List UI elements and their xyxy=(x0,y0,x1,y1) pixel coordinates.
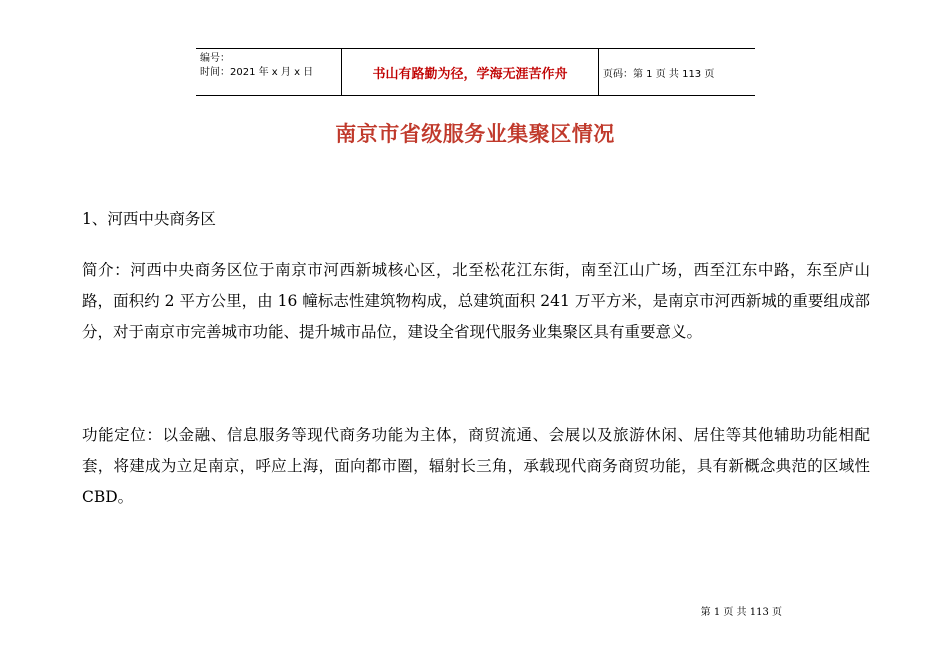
function-paragraph: 功能定位：以金融、信息服务等现代商务功能为主体，商贸流通、会展以及旅游休闲、居住等其他辅助功能相配套，将建成为立足南京，呼应上海，面向都市圈，辐射长三角，承载现代商务商贸功能，具有新概念典范的区域性 CBD。 xyxy=(82,426,870,506)
page-footer: 第 1 页 共 113 页 xyxy=(700,607,782,618)
number-label: 编号： xyxy=(200,53,230,64)
intro-paragraph: 简介：河西中央商务区位于南京市河西新城核心区，北至松花江东街，南至江山广场，西至江东中路，东至庐山路，面积约 2 平方公里，由 16 幢标志性建筑物构成，总建筑面积 241 万平方米，是南京市河西新城的重要组成部分，对于南京市完善城市功能、提升城市品位，建设全省现代服务业集聚区具有重要意义。 xyxy=(82,261,870,341)
time-label: 时间：2021 年 x 月 x 日 xyxy=(200,67,314,78)
section-heading: 1、河西中央商务区 xyxy=(82,210,216,228)
document-title: 南京市省级服务业集聚区情况 xyxy=(335,122,615,146)
header-info-cell xyxy=(196,49,341,95)
header-motto: 书山有路勤为径，学海无涯苦作舟 xyxy=(341,49,599,95)
header-table xyxy=(196,48,755,96)
header-page-code: 页码：第 1 页 共 113 页 xyxy=(603,68,715,80)
